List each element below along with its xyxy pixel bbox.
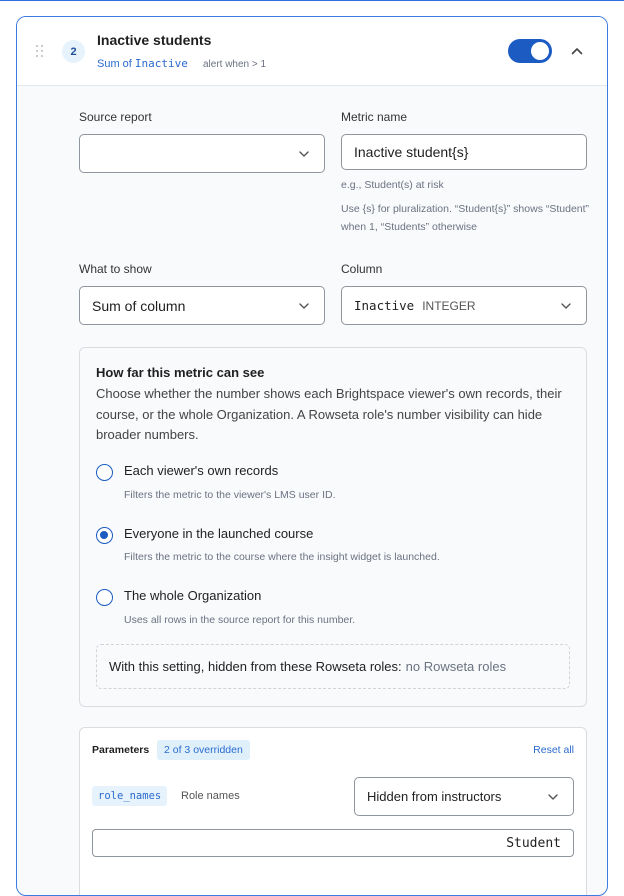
param-value: Student bbox=[506, 835, 561, 851]
radio-own-records[interactable] bbox=[96, 464, 113, 481]
metric-name-value: Inactive student{s} bbox=[354, 144, 469, 160]
overridden-count-badge: 2 of 3 overridden bbox=[157, 740, 250, 760]
source-report-label: Source report bbox=[79, 110, 152, 124]
param-mode-select[interactable] bbox=[354, 777, 574, 816]
option-own-records-label[interactable]: Each viewer's own records bbox=[124, 463, 279, 478]
parameters-title: Parameters bbox=[92, 744, 150, 756]
metric-name-help: Use {s} for pluralization. “Student{s}” shows “Student” when 1, “Students” otherwise bbox=[341, 203, 590, 233]
metric-name-example: e.g., Student(s) at risk bbox=[341, 179, 444, 191]
hidden-roles-label: With this setting, hidden from these Rowseta roles: bbox=[109, 659, 402, 674]
what-to-show-value: Sum of column bbox=[92, 297, 186, 314]
source-report-select[interactable] bbox=[79, 134, 325, 173]
drag-handle-icon[interactable] bbox=[36, 45, 44, 57]
column-name: Inactive bbox=[354, 298, 415, 313]
option-whole-organization-label[interactable]: The whole Organization bbox=[124, 588, 262, 603]
column-label: Column bbox=[341, 262, 383, 276]
column-type: INTEGER bbox=[422, 298, 476, 313]
parameters-section bbox=[79, 727, 587, 896]
metric-enabled-toggle[interactable] bbox=[508, 39, 552, 63]
metric-name-label: Metric name bbox=[341, 110, 408, 124]
param-key: role_names bbox=[92, 786, 167, 806]
summary-aggregate: Sum of bbox=[97, 58, 132, 70]
option-whole-organization-help: Uses all rows in the source report for this number. bbox=[124, 614, 356, 626]
param-name: Role names bbox=[181, 790, 240, 802]
alert-threshold: alert when > 1 bbox=[202, 59, 267, 70]
metric-title: Inactive students bbox=[97, 32, 212, 48]
visibility-description: Choose whether the number shows each Brightspace viewer's own records, their course, or the whole Organization. A Rowseta role's number visibility can hide broader numbers. bbox=[96, 386, 562, 442]
radio-launched-course[interactable] bbox=[96, 527, 113, 544]
visibility-title: How far this metric can see bbox=[96, 365, 265, 380]
what-to-show-select[interactable] bbox=[79, 286, 325, 325]
param-mode-value: Hidden from instructors bbox=[367, 789, 502, 804]
top-accent-line bbox=[0, 0, 624, 1]
metric-index-badge: 2 bbox=[62, 40, 85, 63]
option-launched-course-help: Filters the metric to the course where the insight widget is launched. bbox=[124, 551, 440, 563]
hidden-roles-value: no Rowseta roles bbox=[405, 659, 507, 674]
column-select[interactable] bbox=[341, 286, 587, 325]
radio-whole-organization[interactable] bbox=[96, 589, 113, 606]
metric-card bbox=[16, 16, 608, 896]
chevron-down-icon bbox=[560, 300, 572, 312]
toggle-knob bbox=[531, 42, 549, 60]
metric-name-input[interactable] bbox=[341, 134, 587, 170]
param-value-input[interactable] bbox=[92, 829, 574, 857]
option-launched-course-label[interactable]: Everyone in the launched course bbox=[124, 526, 314, 541]
visibility-section bbox=[79, 347, 587, 707]
summary-column: Inactive bbox=[134, 57, 188, 70]
chevron-down-icon bbox=[298, 148, 310, 160]
option-own-records-help: Filters the metric to the viewer's LMS user ID. bbox=[124, 489, 336, 501]
chevron-down-icon bbox=[547, 791, 559, 803]
what-to-show-label: What to show bbox=[79, 262, 152, 276]
hidden-roles-summary bbox=[96, 644, 570, 689]
metric-summary bbox=[97, 57, 266, 70]
collapse-chevron-up-icon[interactable] bbox=[569, 43, 585, 59]
chevron-down-icon bbox=[298, 300, 310, 312]
reset-all-button[interactable]: Reset all bbox=[533, 744, 574, 756]
metric-card-header[interactable] bbox=[17, 17, 607, 86]
